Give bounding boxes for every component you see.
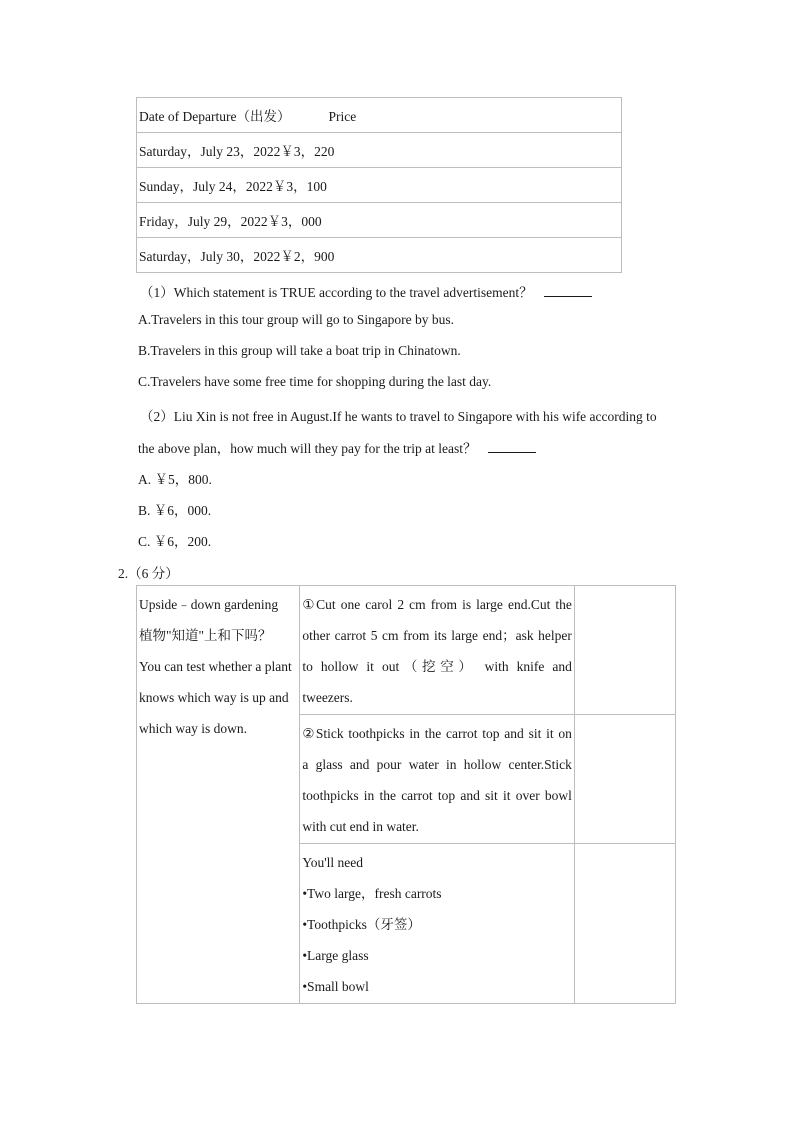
intro-line: knows which way is up and <box>139 690 289 705</box>
price-header: Price <box>328 109 357 124</box>
intro-line: You can test whether a plant <box>139 659 292 674</box>
intro-line: which way is down. <box>139 721 247 736</box>
q1-option-b: B.Travelers in this group will take a boat trip in Chinatown. <box>138 343 461 358</box>
needs-line: •Two large，fresh carrots <box>302 886 442 901</box>
table-row <box>137 238 622 273</box>
table-row <box>137 203 622 238</box>
price-row-cell: Saturday，July 23，2022￥3，220 <box>137 133 622 168</box>
gardening-table <box>136 585 676 1004</box>
needs-line: •Small bowl <box>302 979 369 994</box>
price-header-cell <box>137 98 622 133</box>
q2-option-a: A. ￥5，800. <box>138 472 212 487</box>
departure-header: Date of Departure（出发） <box>139 109 291 124</box>
q1-option-c: C.Travelers have some free time for shopping during the last day. <box>138 374 492 389</box>
table-row <box>137 133 622 168</box>
table-row <box>137 586 676 715</box>
question-2-stem-line1: （2）Liu Xin is not free in August.If he wants to travel to Singapore with his wife according to <box>140 409 657 424</box>
price-row-cell: Friday，July 29，2022￥3，000 <box>137 203 622 238</box>
q2-option-c: C. ￥6，200. <box>138 534 212 549</box>
step-2-cell <box>300 715 575 844</box>
price-row-cell: Sunday，July 24，2022￥3，100 <box>137 168 622 203</box>
needs-line: •Toothpicks（牙签） <box>302 917 421 932</box>
needs-line: You'll need <box>302 855 364 870</box>
needs-line: •Large glass <box>302 948 369 963</box>
answer-blank-2 <box>488 442 536 453</box>
price-row-cell: Saturday，July 30，2022￥2，900 <box>137 238 622 273</box>
q2-option-b: B. ￥6，000. <box>138 503 212 518</box>
empty-cell <box>574 844 675 1004</box>
step-2-line: ②Stick toothpicks in the carrot top and sit it on <box>302 726 572 741</box>
step-2-line: a glass and pour water in hollow center.Stick <box>302 757 572 772</box>
answer-blank-1 <box>544 286 592 297</box>
intro-cell <box>137 586 300 1004</box>
step-1-line: tweezers. <box>302 690 353 705</box>
intro-line: Upside﹣down gardening <box>139 597 279 612</box>
table-row <box>137 168 622 203</box>
question-1 <box>140 281 592 301</box>
question-2 <box>138 437 536 457</box>
question-2-stem-line2: the above plan，how much will they pay for the trip at least？ <box>138 441 477 456</box>
empty-cell <box>574 586 675 715</box>
intro-line: 植物"知道"上和下吗？ <box>139 628 272 643</box>
step-1-cell <box>300 586 575 715</box>
question-1-stem: （1）Which statement is TRUE according to the travel advertisement？ <box>140 285 533 300</box>
needs-cell <box>300 844 575 1004</box>
section-2-label: 2.（6 分） <box>118 566 179 581</box>
price-table <box>136 97 622 273</box>
q1-option-a: A.Travelers in this tour group will go to Singapore by bus. <box>138 312 454 327</box>
empty-cell <box>574 715 675 844</box>
step-2-line: toothpicks in the carrot top and sit it over bowl <box>302 788 572 803</box>
table-row <box>137 98 622 133</box>
step-1-line: other carrot 5 cm from its large end；ask helper <box>302 628 572 643</box>
step-1-line: to hollow it out（挖空） with knife and <box>302 659 572 674</box>
step-1-line: ①Cut one carol 2 cm from is large end.Cut the <box>302 597 572 612</box>
step-2-line: with cut end in water. <box>302 819 419 834</box>
